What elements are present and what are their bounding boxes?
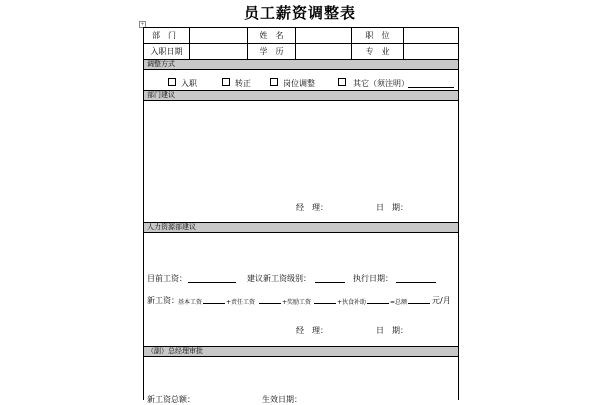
dept-label: 部 门 [152,31,176,40]
meal-allowance-field[interactable] [367,303,389,304]
unit-label: 元/月 [432,296,451,305]
other-note-line[interactable] [408,87,454,88]
hire-date-label-cell [144,44,190,59]
major-value-cell[interactable] [404,44,458,59]
dept-date-label: 日 期： [376,203,408,212]
position-value-cell[interactable] [404,28,458,43]
info-row-1 [144,28,458,44]
salary-adjust-form [143,27,459,404]
table-anchor-icon: + [140,21,145,27]
option-other-label: 其它（须注明） [353,79,409,88]
adjust-section-header: 调整方式 [144,60,458,70]
new-total-label: 新工资总额： [147,395,195,404]
checkbox-regular[interactable] [222,78,230,86]
name-label: 姓 名 [259,31,284,40]
duty-pay-label: +责任工资 [226,299,256,306]
gm-approval-header: （副）总经理审批 [144,347,458,357]
education-label: 学 历 [259,47,284,56]
dept-suggest-header: 部门建议 [144,91,458,101]
new-pay-label: 新工资： [147,296,179,305]
position-label: 职 位 [365,31,390,40]
base-pay-label: 基本工资 [178,299,203,306]
new-grade-field[interactable] [315,282,345,283]
education-label-cell [248,44,296,59]
position-label-cell [352,28,404,43]
effective-date-label: 执行日期： [353,274,393,283]
total-label: =总额 [390,299,408,306]
option-position-change-label: 岗位调整 [283,79,315,88]
checkbox-hire[interactable] [168,78,176,86]
current-pay-label: 目前工资： [147,274,187,283]
total-field[interactable] [408,303,430,304]
name-label-cell [248,28,296,43]
checkbox-other[interactable] [338,78,346,86]
base-pay-field[interactable] [203,303,225,304]
hire-date-label: 入职日期 [150,47,183,56]
major-label: 专 业 [365,47,390,56]
checkbox-position-change[interactable] [270,78,278,86]
hr-manager-label: 经 理： [296,326,328,335]
new-grade-label: 建议新工资级别： [247,274,311,283]
dept-manager-label: 经 理： [296,203,328,212]
dept-value-cell[interactable] [190,28,248,43]
bonus-pay-field[interactable] [314,303,336,304]
page-title: 员工薪资调整表 [243,4,356,22]
effective-label: 生效日期： [262,395,302,404]
option-regular-label: 转正 [235,79,251,88]
dept-label-cell [144,28,190,43]
bonus-pay-label: +奖励工资 [282,299,312,306]
name-value-cell[interactable] [296,28,352,43]
current-pay-field[interactable] [188,282,236,283]
education-value-cell[interactable] [296,44,352,59]
duty-pay-field[interactable] [259,303,281,304]
meal-allowance-label: +伙食补助 [337,299,367,306]
hr-date-label: 日 期： [376,326,408,335]
option-hire-label: 入职 [181,79,197,88]
major-label-cell [352,44,404,59]
hire-date-value-cell[interactable] [190,44,248,59]
effective-date-field[interactable] [396,282,436,283]
hr-suggest-header: 人力资源部建议 [144,223,458,233]
info-row-2 [144,44,458,60]
